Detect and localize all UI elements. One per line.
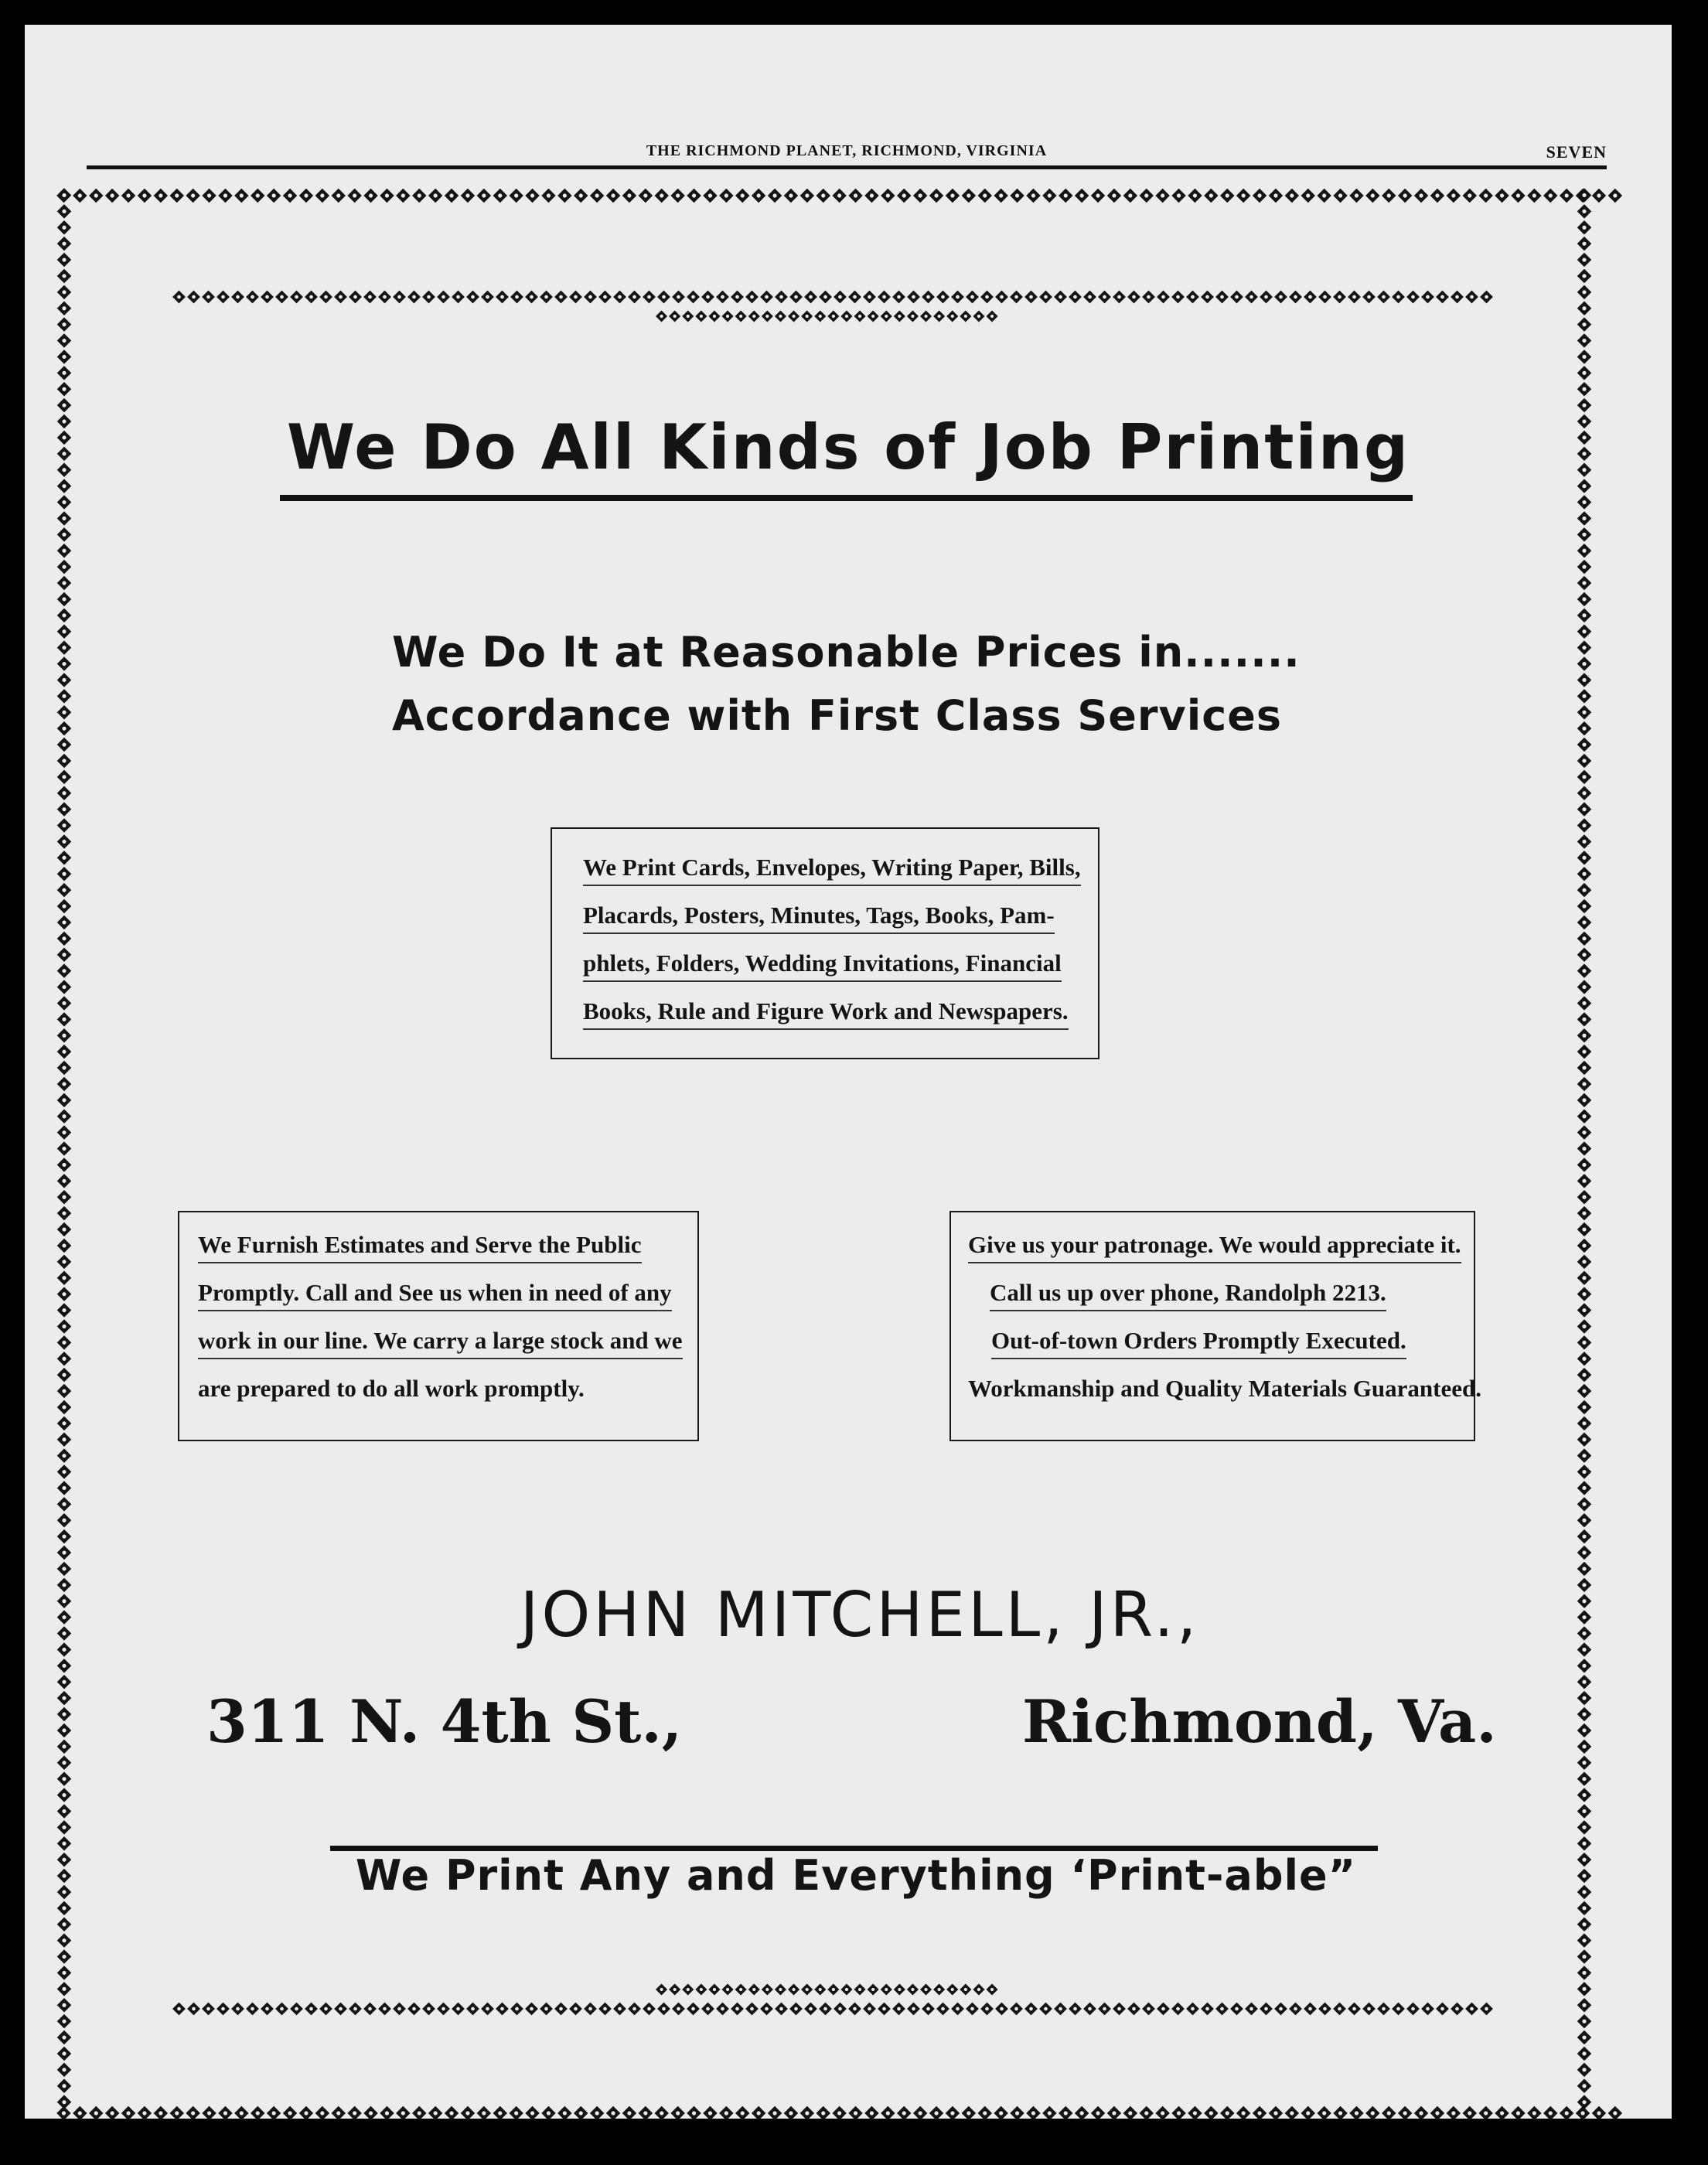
estimates-box xyxy=(178,1211,699,1441)
newspaper-page xyxy=(25,25,1672,2119)
diamond-chain-ornament xyxy=(1576,187,1593,2122)
diamond-chain-ornament xyxy=(655,309,1011,323)
services-box xyxy=(551,827,1099,1059)
estimates-line-4: are prepared to do all work promptly. xyxy=(198,1375,585,1402)
bottom-ornament-rule xyxy=(172,2001,1494,2017)
headline-underline xyxy=(280,495,1413,501)
border-left-ornament xyxy=(56,187,73,2122)
patronage-line-2: Call us up over phone, Randolph 2213. xyxy=(990,1279,1386,1311)
diamond-chain-ornament xyxy=(172,289,1494,305)
subhead-line-1: We Do It at Reasonable Prices in....... xyxy=(392,628,1301,677)
diamond-chain-ornament xyxy=(56,187,73,2122)
proprietor-name: JOHN MITCHELL, JR., xyxy=(520,1579,1200,1651)
diamond-chain-ornament xyxy=(655,1983,1011,1996)
masthead xyxy=(87,142,1607,169)
page-number: SEVEN xyxy=(1546,142,1607,162)
services-line-2: Placards, Posters, Minutes, Tags, Books, Pam- xyxy=(583,902,1055,934)
diamond-chain-ornament xyxy=(56,2105,1638,2122)
services-line-4: Books, Rule and Figure Work and Newspapers. xyxy=(583,997,1069,1030)
services-line-3: phlets, Folders, Wedding Invitations, Financial xyxy=(583,950,1062,982)
ad-headline: We Do All Kinds of Job Printing xyxy=(286,411,1410,483)
estimates-line-2: Promptly. Call and See us when in need of any xyxy=(198,1279,672,1311)
slogan: We Print Any and Everything ‘Print-able” xyxy=(355,1851,1357,1900)
patronage-line-4: Workmanship and Quality Materials Guaranteed. xyxy=(968,1375,1481,1402)
subhead-line-2: Accordance with First Class Services xyxy=(392,691,1283,740)
estimates-line-3: work in our line. We carry a large stock and we xyxy=(198,1327,683,1359)
border-bottom-ornament xyxy=(56,2105,1638,2122)
city-state: Richmond, Va. xyxy=(1022,1687,1497,1756)
masthead-title: THE RICHMOND PLANET, RICHMOND, VIRGINIA xyxy=(646,142,1048,159)
border-right-ornament xyxy=(1576,187,1593,2122)
diamond-chain-ornament xyxy=(56,187,1638,204)
top-ornament-rule-short xyxy=(655,309,1011,323)
bottom-ornament-rule-short xyxy=(655,1983,1011,1996)
top-ornament-rule xyxy=(172,289,1494,305)
street-address: 311 N. 4th St., xyxy=(206,1687,683,1756)
patronage-line-1: Give us your patronage. We would appreciate it. xyxy=(968,1231,1461,1263)
patronage-line-3: Out-of-town Orders Promptly Executed. xyxy=(991,1327,1406,1359)
estimates-line-1: We Furnish Estimates and Serve the Public xyxy=(198,1231,642,1263)
patronage-box xyxy=(949,1211,1481,1441)
border-top-ornament xyxy=(56,187,1638,204)
services-line-1: We Print Cards, Envelopes, Writing Paper, Bills, xyxy=(583,854,1081,886)
diamond-chain-ornament xyxy=(172,2001,1494,2017)
slogan-rule xyxy=(330,1846,1378,1851)
